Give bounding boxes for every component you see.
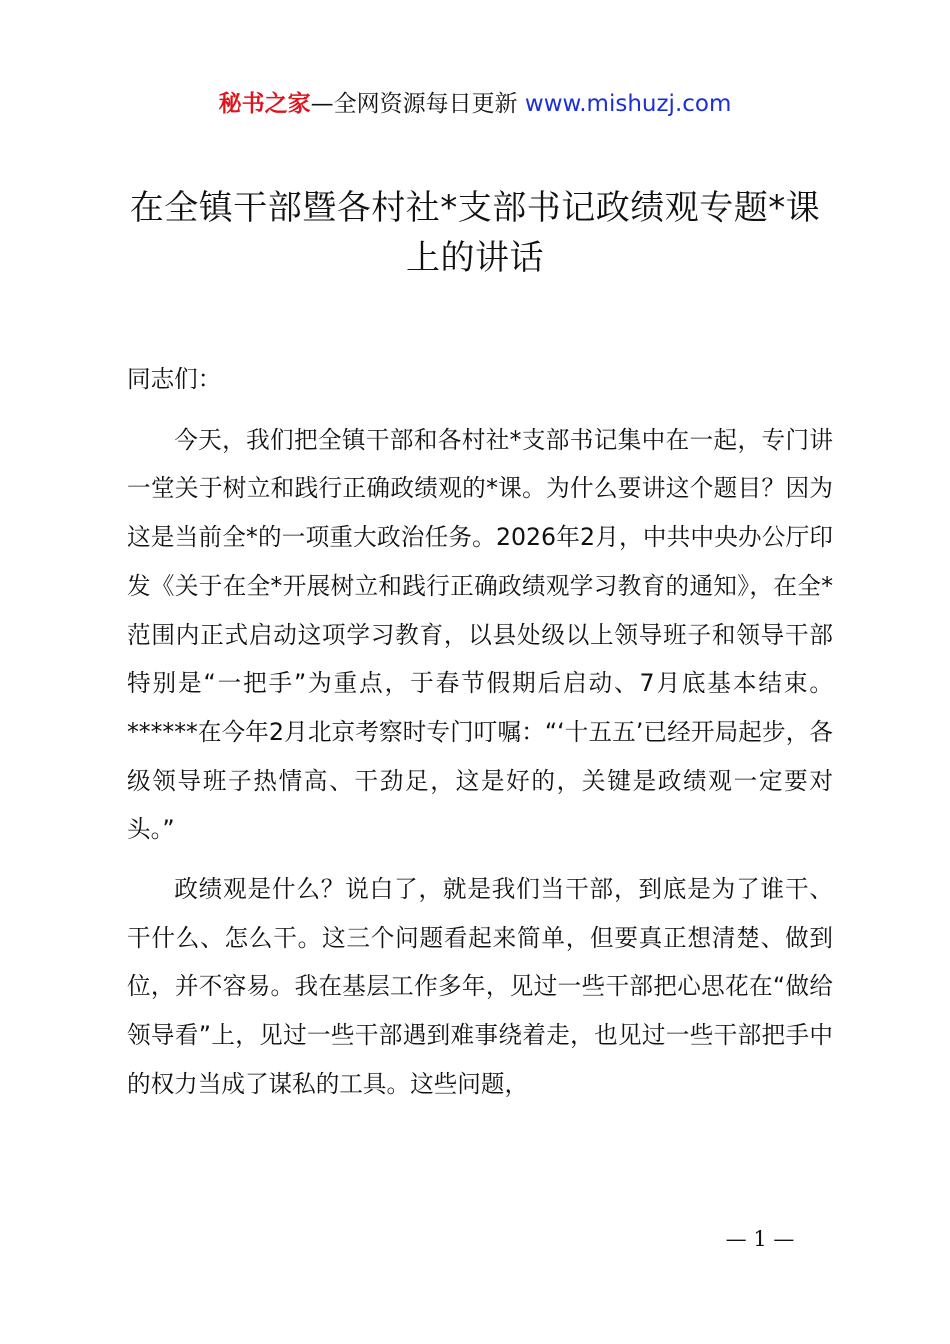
title-line-2: 上的讲话 <box>406 238 544 278</box>
header-slogan: —全网资源每日更新 <box>310 91 525 117</box>
site-header <box>0 88 950 120</box>
site-url-link[interactable]: www.mishuzj.com <box>524 91 732 117</box>
document-title <box>100 183 850 283</box>
document-body <box>127 355 833 1120</box>
title-line-1: 在全镇干部暨各村社*支部书记政绩观专题*课 <box>129 188 821 228</box>
brand-name: 秘书之家 <box>218 91 311 117</box>
page-number: — 1 — <box>725 1227 795 1251</box>
body-paragraph: 政绩观是什么？说白了，就是我们当干部，到底是为了谁干、干什么、怎么干。这三个问题看起来简单，但要真正想清楚、做到位，并不容易。我在基层工作多年，见过一些干部把心思花在“做给领导看”上，见过一些干部遇到难事绕着走，也见过一些干部把手中的权力当成了谋私的工具。这些问题， <box>127 875 833 1098</box>
greeting: 同志们： <box>127 365 222 393</box>
body-paragraph: 今天，我们把全镇干部和各村社*支部书记集中在一起，专门讲一堂关于树立和践行正确政绩观的*课。为什么要讲这个题目？因为这是当前全*的一项重大政治任务。2026年2月，中共中央办公厅印发《关于在全*开展树立和践行正确政绩观学习教育的通知》，在全*范围内正式启动这项学习教育，以县处级以上领导班子和领导干部特别是“一把手”为重点，于春节假期后启动、7月底基本结束。******在今年2月北京考察时专门叮嘱：“‘十五五’已经开局起步，各级领导班子热情高、干劲足，这是好的，关键是政绩观一定要对头。” <box>127 425 833 844</box>
